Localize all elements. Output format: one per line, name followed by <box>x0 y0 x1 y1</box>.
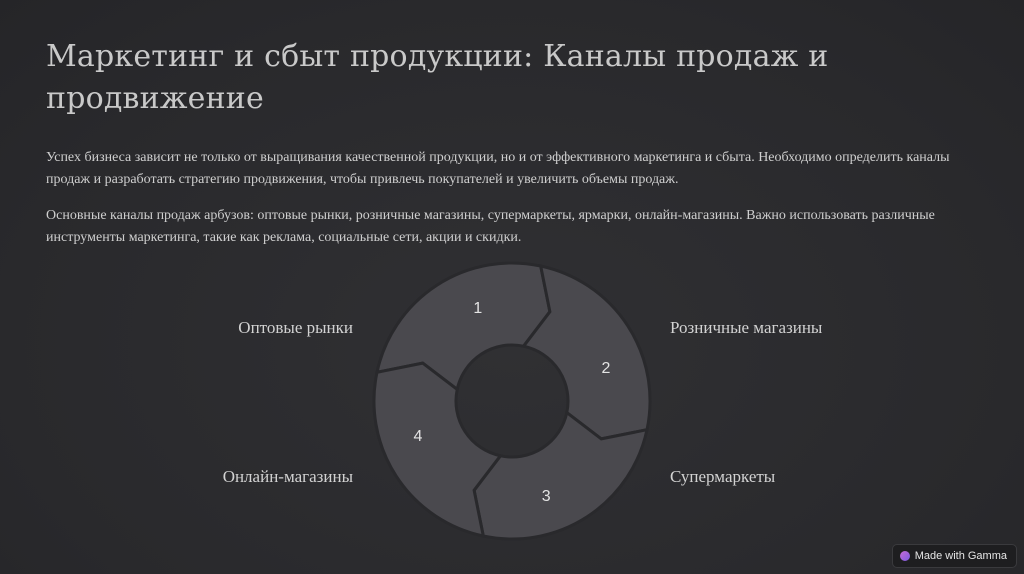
cycle-label-retail: Розничные магазины <box>670 318 823 337</box>
badge-label: Made with Gamma <box>914 550 1007 562</box>
cycle-segment-number-1: 1 <box>473 300 483 317</box>
cycle-label-wholesale: Оптовые рынки <box>238 318 353 337</box>
cycle-segment-number-3: 3 <box>541 488 551 505</box>
gamma-logo-icon <box>900 551 910 561</box>
channels-paragraph: Основные каналы продаж арбузов: оптовые рынки, розничные магазины, супермаркеты, ярмарки, онлайн-магазины. Важно использовать различные инструменты маркетинга, такие как реклама, социальные сети, акции и скидки. <box>46 208 935 245</box>
cycle-label-supermarkets: Супермаркеты <box>670 467 776 486</box>
cycle-segment-number-2: 2 <box>601 359 611 377</box>
cycle-segment-number-4: 4 <box>413 428 423 446</box>
slide-title: Маркетинг и сбыт продукции: Каналы продаж и продвижение <box>46 39 829 116</box>
cycle-label-online: Онлайн-магазины <box>222 467 353 486</box>
made-with-gamma-badge[interactable] <box>892 544 1017 568</box>
intro-paragraph: Успех бизнеса зависит не только от выращивания качественной продукции, но и от эффективного маркетинга и сбыта. Необходимо определить каналы продаж и разработать стратегию продвижения, чтобы привлечь покупателей и увеличить объемы продаж. <box>46 150 950 187</box>
